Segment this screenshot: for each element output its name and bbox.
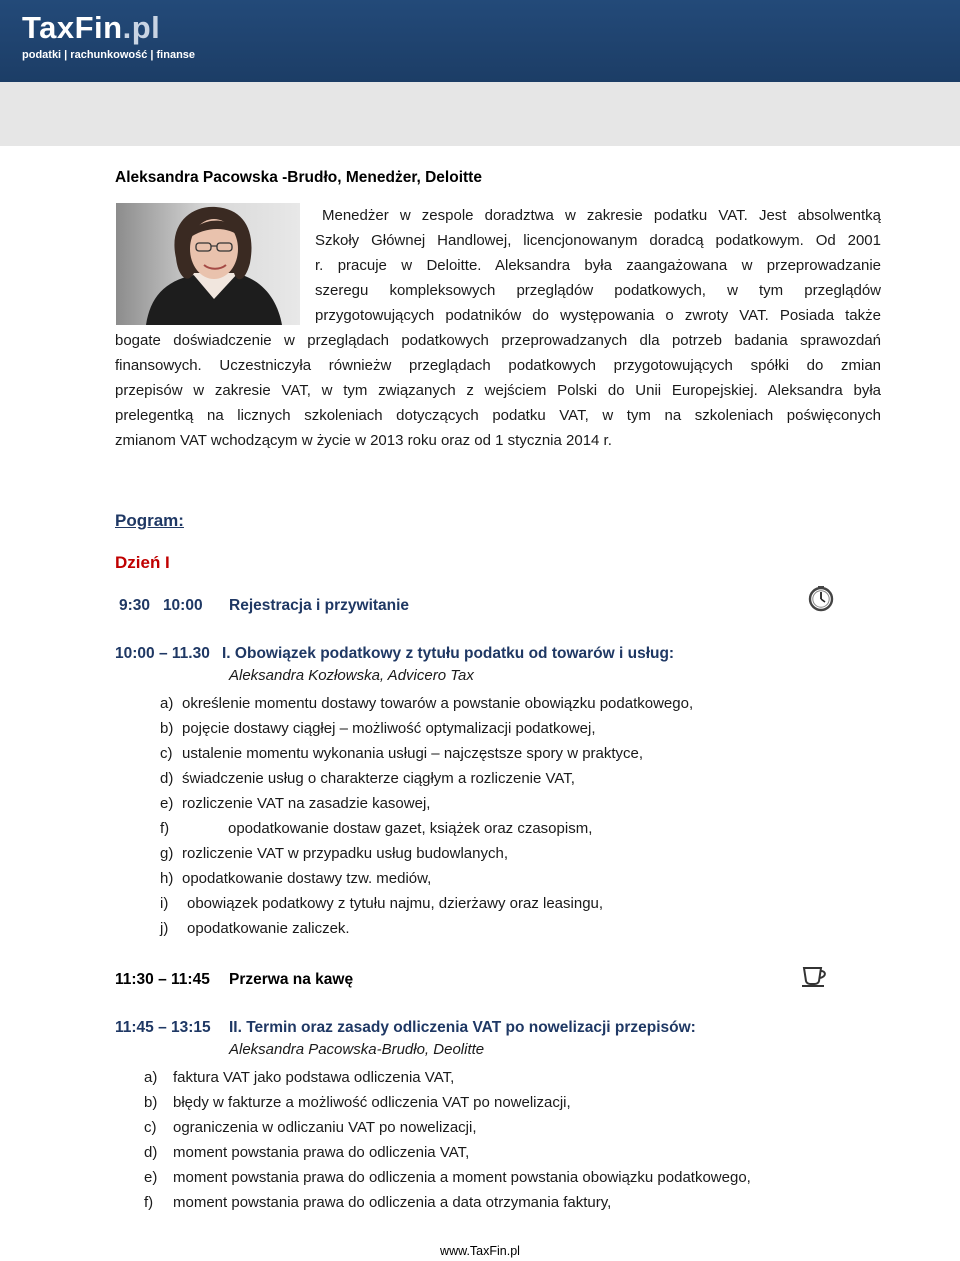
list-letter: j)	[160, 920, 169, 937]
speaker-photo	[116, 203, 300, 325]
list-text: opodatkowanie dostawy tzw. mediów,	[182, 870, 432, 887]
list-letter: h)	[160, 870, 174, 887]
break-title: Przerwa na kawę	[229, 971, 354, 988]
list-letter: e)	[160, 795, 174, 812]
list-text: rozliczenie VAT na zasadzie kasowej,	[182, 795, 431, 812]
list-letter: i)	[160, 895, 169, 912]
bio-line: szeregu kompleksowych przeglądów podatkowych, w tym przeglądów	[315, 282, 881, 299]
footer-url[interactable]: www.TaxFin.pl	[440, 1244, 520, 1258]
logo-wordmark	[22, 10, 195, 46]
list-text: świadczenie usług o charakterze ciągłym a rozliczenie VAT,	[182, 770, 575, 787]
header-strip	[0, 82, 960, 146]
list-text: moment powstania prawa do odliczenia a data otrzymania faktury,	[173, 1194, 612, 1211]
list-letter: c)	[160, 745, 173, 762]
taxfin-logo[interactable]	[22, 10, 195, 62]
coffee-cup-icon	[800, 962, 830, 993]
speaker-portrait-image	[116, 203, 300, 325]
list-letter: b)	[160, 720, 174, 737]
logo-tagline: podatki | rachunkowość | finanse	[22, 49, 196, 61]
bio-line: przygotowujących podatników do występowania o zwroty VAT. Posiada także	[315, 307, 881, 324]
list-text: opodatkowanie zaliczek.	[187, 920, 350, 937]
speaker-bio-rest	[115, 328, 881, 453]
speaker-heading: Aleksandra Pacowska -Brudło, Menedżer, Deloitte	[115, 169, 482, 186]
break-time: 11:30 – 11:45	[115, 971, 210, 988]
bio-line: Menedżer w zespole doradztwa w zakresie podatku VAT. Jest absolwentką	[322, 207, 881, 224]
bio-line: Szkoły Głównej Handlowej, licencjonowanym doradcą podatkowym. Od 2001	[315, 232, 881, 249]
registration-time: 9:30 10:00	[119, 597, 203, 614]
bio-line: zmianom VAT wchodzącym w życie w 2013 roku oraz od 1 stycznia 2014 r.	[115, 432, 612, 449]
speaker-bio-lead	[315, 203, 881, 328]
list-letter: d)	[144, 1144, 158, 1161]
logo-suffix: .pl	[122, 10, 161, 45]
day-title: Dzień I	[115, 553, 170, 572]
list-letter: f)	[160, 820, 170, 837]
session2-time: 11:45 – 13:15	[115, 1019, 211, 1036]
list-text: ustalenie momentu wykonania usługi – najczęstsze spory w praktyce,	[182, 745, 644, 762]
list-text: ograniczenia w odliczaniu VAT po nowelizacji,	[173, 1119, 477, 1136]
session1-time: 10:00 – 11.30	[115, 645, 210, 662]
bio-line: finansowych. Uczestniczyła równieżw przeglądach podatkowych przygotowujących spółki do zmian	[115, 357, 881, 374]
bio-line: bogate doświadczenie w przeglądach podatkowych przeprowadzanych dla potrzeb badania sprawozdań	[115, 332, 881, 349]
list-text: faktura VAT jako podstawa odliczenia VAT,	[173, 1069, 455, 1086]
registration-title: Rejestracja i przywitanie	[229, 597, 410, 614]
list-text: pojęcie dostawy ciągłej – możliwość optymalizacji podatkowej,	[182, 720, 596, 737]
bio-line: prelegentką na licznych szkoleniach dotyczących podatku VAT, w tym na szkoleniach poświęconych	[115, 407, 881, 424]
list-letter: f)	[144, 1194, 154, 1211]
list-text: rozliczenie VAT w przypadku usług budowlanych,	[182, 845, 509, 862]
list-letter: b)	[144, 1094, 158, 1111]
list-text: moment powstania prawa do odliczenia VAT,	[173, 1144, 470, 1161]
session1-title: I. Obowiązek podatkowy z tytułu podatku od towarów i usług:	[222, 645, 675, 662]
program-title: Pogram:	[115, 511, 184, 530]
logo-main-text: TaxFin	[22, 10, 123, 45]
list-letter: g)	[160, 845, 174, 862]
bio-line: r. pracuje w Deloitte. Aleksandra była zaangażowana w przeprowadzanie	[315, 257, 881, 274]
session2-speaker: Aleksandra Pacowska-Brudło, Deolitte	[229, 1041, 485, 1058]
list-letter: a)	[160, 695, 174, 712]
list-text: określenie momentu dostawy towarów a powstanie obowiązku podatkowego,	[182, 695, 694, 712]
list-letter: e)	[144, 1169, 158, 1186]
session1-speaker: Aleksandra Kozłowska, Advicero Tax	[229, 667, 474, 684]
bio-line: przepisów w zakresie VAT, w tym związanych z wejściem Polski do Unii Europejskiej. Aleksandra była	[115, 382, 881, 399]
list-text: obowiązek podatkowy z tytułu najmu, dzierżawy oraz leasingu,	[187, 895, 604, 912]
list-letter: d)	[160, 770, 174, 787]
list-letter: a)	[144, 1069, 158, 1086]
list-text: błędy w fakturze a możliwość odliczenia VAT po nowelizacji,	[173, 1094, 571, 1111]
list-letter: c)	[144, 1119, 157, 1136]
clock-icon	[806, 585, 836, 618]
list-text: opodatkowanie dostaw gazet, książek oraz czasopism,	[228, 820, 593, 837]
session2-title: II. Termin oraz zasady odliczenia VAT po nowelizacji przepisów:	[229, 1019, 696, 1036]
list-text: moment powstania prawa do odliczenia a moment powstania obowiązku podatkowego,	[173, 1169, 751, 1186]
